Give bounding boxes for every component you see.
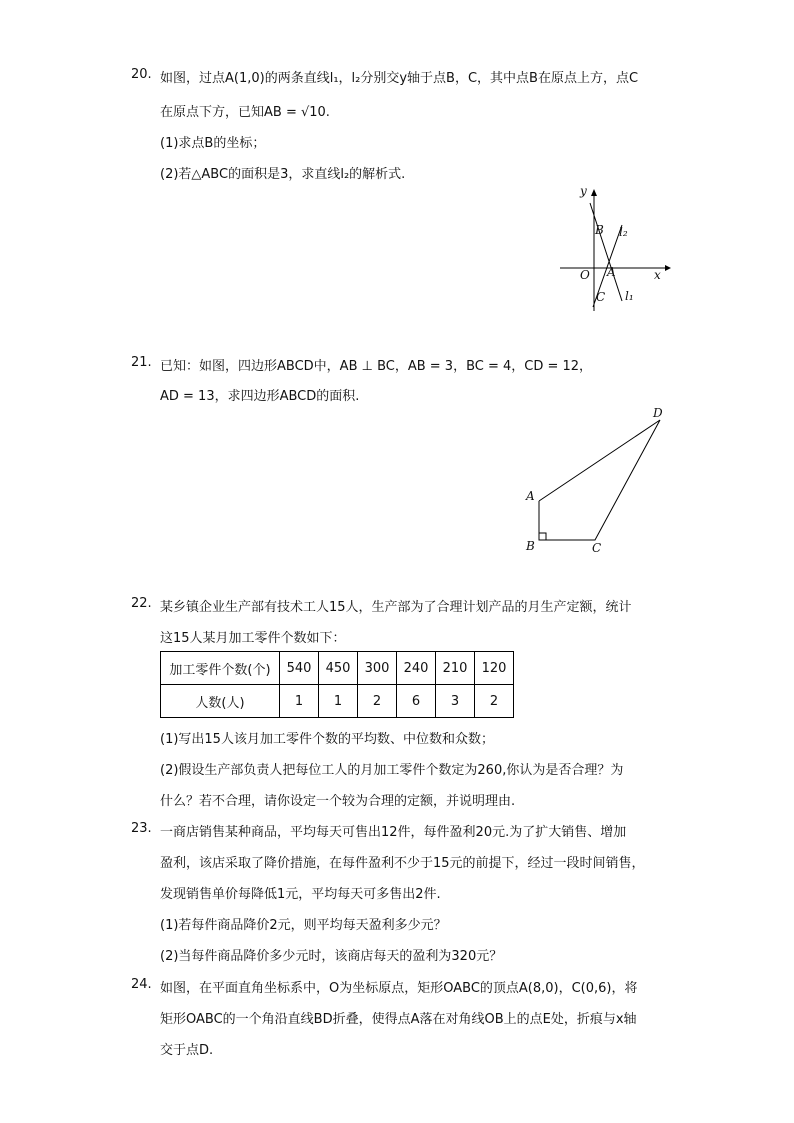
q20-label-y: y	[580, 184, 587, 198]
table-cell: 300	[358, 652, 397, 685]
q23-line-2: 盈利，该店采取了降价措施，在每件盈利不少于15元的前提下，经过一段时间销售，	[160, 856, 645, 871]
q22-line-1: 某乡镇企业生产部有技术工人15人，生产部为了合理计划产品的月生产定额，统计	[160, 600, 632, 615]
q20-label-l2: l₂	[619, 225, 628, 239]
table-cell: 2	[358, 685, 397, 718]
q20-number: 20.	[131, 67, 152, 82]
table-cell: 210	[436, 652, 475, 685]
q21-line-2: AD = 13，求四边形ABCD的面积.	[160, 389, 360, 404]
table-row	[161, 685, 514, 718]
table-row	[161, 652, 514, 685]
table-cell: 1	[319, 685, 358, 718]
q23-line-5: (2)当每件商品降价多少元时，该商店每天的盈利为320元？	[160, 949, 503, 964]
y-axis-arrow	[591, 189, 597, 196]
table-cell: 1	[280, 685, 319, 718]
table-cell: 120	[475, 652, 514, 685]
q20-label-l1: l₁	[625, 289, 634, 303]
q24-line-1: 如图，在平面直角坐标系中，O为坐标原点，矩形OABC的顶点A(8,0)，C(0,6)，将	[160, 981, 638, 996]
q20-label-O: O	[580, 268, 590, 282]
quadrilateral-abcd	[539, 420, 660, 540]
q21-figure	[520, 400, 680, 560]
q23-line-3: 发现销售单价每降低1元，平均每天可多售出2件.	[160, 887, 441, 902]
q20-label-B: B	[595, 223, 604, 237]
q21-label-A: A	[526, 489, 535, 503]
table-cell: 2	[475, 685, 514, 718]
table-cell: 540	[280, 652, 319, 685]
q21-label-C: C	[592, 541, 602, 555]
q20-line-3: (1)求点B的坐标；	[160, 136, 266, 151]
q22-number: 22.	[131, 596, 152, 611]
q23-number: 23.	[131, 821, 152, 836]
table-cell: 6	[397, 685, 436, 718]
q21-label-B: B	[526, 539, 535, 553]
table-header-parts: 加工零件个数(个)	[161, 652, 280, 685]
q20-figure	[555, 183, 675, 315]
q20-label-x: x	[654, 268, 661, 282]
table-cell: 3	[436, 685, 475, 718]
q21-line-1: 已知：如图，四边形ABCD中，AB ⊥ BC，AB = 3，BC = 4，CD = 12，	[160, 359, 593, 374]
q20-line-1: 如图，过点A(1,0)的两条直线l₁，l₂分别交y轴于点B，C，其中点B在原点上方，点C	[160, 71, 639, 86]
table-cell: 450	[319, 652, 358, 685]
line-l1	[590, 203, 622, 301]
q23-line-4: (1)若每件商品降价2元，则平均每天盈利多少元？	[160, 918, 447, 933]
x-axis-arrow	[665, 265, 671, 271]
table-cell: 240	[397, 652, 436, 685]
q22-line-2: 这15人某月加工零件个数如下：	[160, 631, 346, 646]
q20-line-4: (2)若△ABC的面积是3，求直线l₂的解析式.	[160, 167, 406, 182]
q24-line-3: 交于点D.	[160, 1043, 214, 1058]
q21-number: 21.	[131, 355, 152, 370]
q20-line-2: 在原点下方，已知AB = √10.	[160, 105, 330, 120]
table-header-people: 人数(人)	[161, 685, 280, 718]
q22-line-4: (2)假设生产部负责人把每位工人的月加工零件个数定为260,你认为是否合理？为	[160, 763, 624, 778]
q23-line-1: 一商店销售某种商品，平均每天可售出12件，每件盈利20元.为了扩大销售、增加	[160, 825, 627, 840]
right-angle-mark	[539, 533, 546, 540]
q21-label-D: D	[653, 406, 663, 420]
q20-label-C: C	[596, 290, 606, 304]
q24-line-2: 矩形OABC的一个角沿直线BD折叠，使得点A落在对角线OB上的点E处，折痕与x轴	[160, 1012, 637, 1027]
q24-number: 24.	[131, 977, 152, 992]
q22-line-5: 什么？若不合理，请你设定一个较为合理的定额，并说明理由.	[160, 794, 516, 809]
parts-table	[160, 651, 514, 718]
q20-label-A: A	[607, 265, 616, 279]
q22-line-3: (1)写出15人该月加工零件个数的平均数、中位数和众数；	[160, 732, 494, 747]
